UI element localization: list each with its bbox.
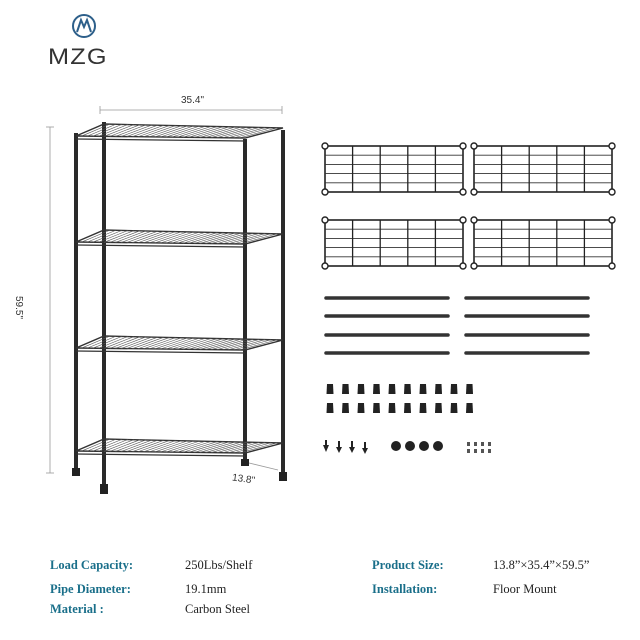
- sleeve: [342, 384, 349, 394]
- sleeve: [373, 384, 380, 394]
- sleeve: [404, 403, 411, 413]
- width-dimension-label: 35.4": [181, 95, 205, 106]
- shelf-deck-3: [76, 336, 283, 353]
- sleeve: [420, 384, 427, 394]
- shelf-deck-2: [76, 230, 283, 247]
- brand-logo-text: MZG: [48, 44, 108, 69]
- spec-value-material: Carbon Steel: [185, 602, 250, 616]
- sleeve: [358, 384, 365, 394]
- shelf-deck-1: [76, 124, 283, 141]
- sleeve: [451, 384, 458, 394]
- shelf-deck-4: [76, 439, 283, 456]
- sleeve: [404, 384, 411, 394]
- sleeve: [466, 384, 473, 394]
- height-dimension-label: 59.5": [13, 296, 24, 320]
- shelf-panel: [471, 217, 615, 269]
- spec-value-load-capacity: 250Lbs/Shelf: [185, 558, 253, 572]
- poles: [326, 298, 588, 353]
- sleeve: [327, 384, 334, 394]
- hooks: [467, 442, 491, 453]
- sleeve: [451, 403, 458, 413]
- shelf-panel: [471, 143, 615, 195]
- sleeve: [420, 403, 427, 413]
- shelf-panel: [322, 217, 466, 269]
- sleeves: [327, 384, 474, 413]
- sleeve: [358, 403, 365, 413]
- spec-label-installation: Installation:: [372, 582, 438, 596]
- spec-value-product-size: 13.8”×35.4”×59.5”: [493, 558, 590, 572]
- shelf-unit: [72, 122, 287, 494]
- spec-value-installation: Floor Mount: [493, 582, 557, 596]
- levelling-feet: [323, 440, 368, 454]
- sleeve: [389, 403, 396, 413]
- spec-label-pipe-diameter: Pipe Diameter:: [50, 582, 131, 596]
- spec-label-material: Material :: [50, 602, 104, 616]
- sleeve: [389, 384, 396, 394]
- sleeve: [373, 403, 380, 413]
- end-caps: [391, 441, 443, 451]
- sleeve: [342, 403, 349, 413]
- shelf-panels: [322, 143, 615, 269]
- spec-label-product-size: Product Size:: [372, 558, 444, 572]
- specifications-table: [0, 552, 640, 640]
- sleeve: [466, 403, 473, 413]
- shelf-panel: [322, 143, 466, 195]
- depth-dimension-label: 13.8": [231, 472, 256, 487]
- spec-value-pipe-diameter: 19.1mm: [185, 582, 227, 596]
- sleeve: [327, 403, 334, 413]
- sleeve: [435, 384, 442, 394]
- sleeve: [435, 403, 442, 413]
- spec-label-load-capacity: Load Capacity:: [50, 558, 133, 572]
